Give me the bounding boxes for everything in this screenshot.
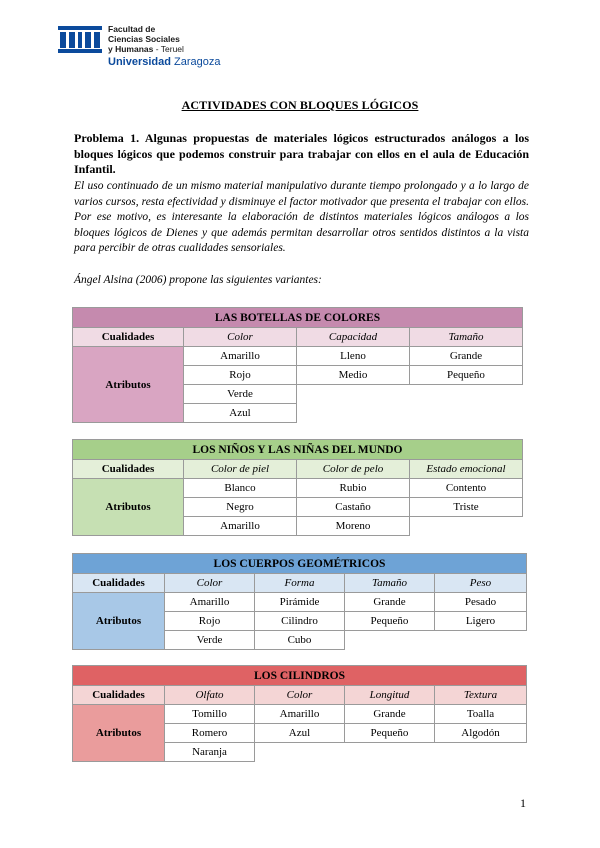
qualities-label: Cualidades <box>73 328 184 347</box>
table-cilindros <box>72 665 527 762</box>
logo-university-word: Universidad <box>108 56 171 68</box>
quality-header: Color <box>184 328 297 347</box>
attribute-cell: Amarillo <box>255 705 345 724</box>
quality-header: Tamaño <box>410 328 523 347</box>
empty-cell <box>345 631 527 650</box>
building-columns-icon <box>58 24 102 54</box>
problem-statement: Problema 1. Algunas propuestas de materiales lógicos estructurados análogos a los bloques lógicos que podemos construir para trabajar con ellos en el aula de Educación Infantil. <box>74 131 529 176</box>
attribute-cell: Pequeño <box>345 724 435 743</box>
attribute-cell: Moreno <box>297 517 410 536</box>
attribute-cell: Amarillo <box>184 347 297 366</box>
qualities-label: Cualidades <box>73 686 165 705</box>
attribute-cell: Amarillo <box>184 517 297 536</box>
attribute-cell: Blanco <box>184 479 297 498</box>
quality-header: Color <box>255 686 345 705</box>
attribute-cell: Toalla <box>435 705 527 724</box>
quality-header: Longitud <box>345 686 435 705</box>
attribute-cell: Pequeño <box>345 612 435 631</box>
attribute-cell: Castaño <box>297 498 410 517</box>
table-title: LOS NIÑOS Y LAS NIÑAS DEL MUNDO <box>73 440 523 460</box>
attribute-cell: Verde <box>165 631 255 650</box>
empty-cell <box>410 517 523 536</box>
table-title: LOS CILINDROS <box>73 666 527 686</box>
attribute-cell: Tomillo <box>165 705 255 724</box>
empty-cell <box>297 385 523 404</box>
attribute-cell: Grande <box>345 705 435 724</box>
quality-header: Forma <box>255 574 345 593</box>
attribute-cell: Medio <box>297 366 410 385</box>
attribute-cell: Triste <box>410 498 523 517</box>
attribute-cell: Amarillo <box>165 593 255 612</box>
attribute-cell: Lleno <box>297 347 410 366</box>
attributes-label: Atributos <box>73 479 184 536</box>
attribute-cell: Algodón <box>435 724 527 743</box>
attribute-cell: Grande <box>410 347 523 366</box>
attribute-cell: Pirámide <box>255 593 345 612</box>
qualities-label: Cualidades <box>73 574 165 593</box>
table-botellas <box>72 307 523 423</box>
quality-header: Color de pelo <box>297 460 410 479</box>
body-paragraph: El uso continuado de un mismo material manipulativo durante tiempo prolongado y a lo largo de varios cursos, resta efectividad y disminuye el factor motivador que presenta el trabajar con ellos. Por ese motivo, es interesante la elaboración de distintos materiales lógicos análogos a los bloques lógicos de Dienes y que además permitan desarrollar otros sentidos distintos a la vista para percibir de otras cualidades sensoriales. <box>74 180 529 254</box>
attribute-cell: Cilindro <box>255 612 345 631</box>
attribute-cell: Rubio <box>297 479 410 498</box>
quality-header: Estado emocional <box>410 460 523 479</box>
logo-faculty-line3-main: y Humanas <box>108 44 154 54</box>
attribute-cell: Pequeño <box>410 366 523 385</box>
intro-line: Ángel Alsina (2006) propone las siguientes variantes: <box>74 274 322 286</box>
quality-header: Color <box>165 574 255 593</box>
logo-faculty-line3 <box>108 44 221 54</box>
attributes-label: Atributos <box>73 347 184 423</box>
university-logo <box>58 24 221 67</box>
attribute-cell: Naranja <box>165 743 255 762</box>
table-title: LAS BOTELLAS DE COLORES <box>73 308 523 328</box>
quality-header: Olfato <box>165 686 255 705</box>
attribute-cell: Ligero <box>435 612 527 631</box>
table-cuerpos-geometricos <box>72 553 527 650</box>
attribute-cell: Pesado <box>435 593 527 612</box>
attribute-cell: Grande <box>345 593 435 612</box>
quality-header: Capacidad <box>297 328 410 347</box>
attributes-label: Atributos <box>73 705 165 762</box>
attribute-cell: Verde <box>184 385 297 404</box>
quality-header: Color de piel <box>184 460 297 479</box>
logo-city: Zaragoza <box>170 56 221 68</box>
page-number: 1 <box>520 796 526 810</box>
attribute-cell: Cubo <box>255 631 345 650</box>
empty-cell <box>297 404 523 423</box>
logo-university-name <box>108 57 221 67</box>
attribute-cell: Rojo <box>184 366 297 385</box>
logo-faculty-line1: Facultad de <box>108 24 156 34</box>
quality-header: Textura <box>435 686 527 705</box>
table-title: LOS CUERPOS GEOMÉTRICOS <box>73 554 527 574</box>
logo-faculty-line2: Ciencias Sociales <box>108 34 180 44</box>
empty-cell <box>255 743 527 762</box>
attribute-cell: Negro <box>184 498 297 517</box>
attributes-label: Atributos <box>73 593 165 650</box>
quality-header: Peso <box>435 574 527 593</box>
logo-campus: - Teruel <box>153 44 184 54</box>
attribute-cell: Azul <box>255 724 345 743</box>
table-ninos-mundo <box>72 439 523 536</box>
attribute-cell: Romero <box>165 724 255 743</box>
quality-header: Tamaño <box>345 574 435 593</box>
page-title: ACTIVIDADES CON BLOQUES LÓGICOS <box>181 98 419 112</box>
attribute-cell: Rojo <box>165 612 255 631</box>
qualities-label: Cualidades <box>73 460 184 479</box>
attribute-cell: Azul <box>184 404 297 423</box>
attribute-cell: Contento <box>410 479 523 498</box>
